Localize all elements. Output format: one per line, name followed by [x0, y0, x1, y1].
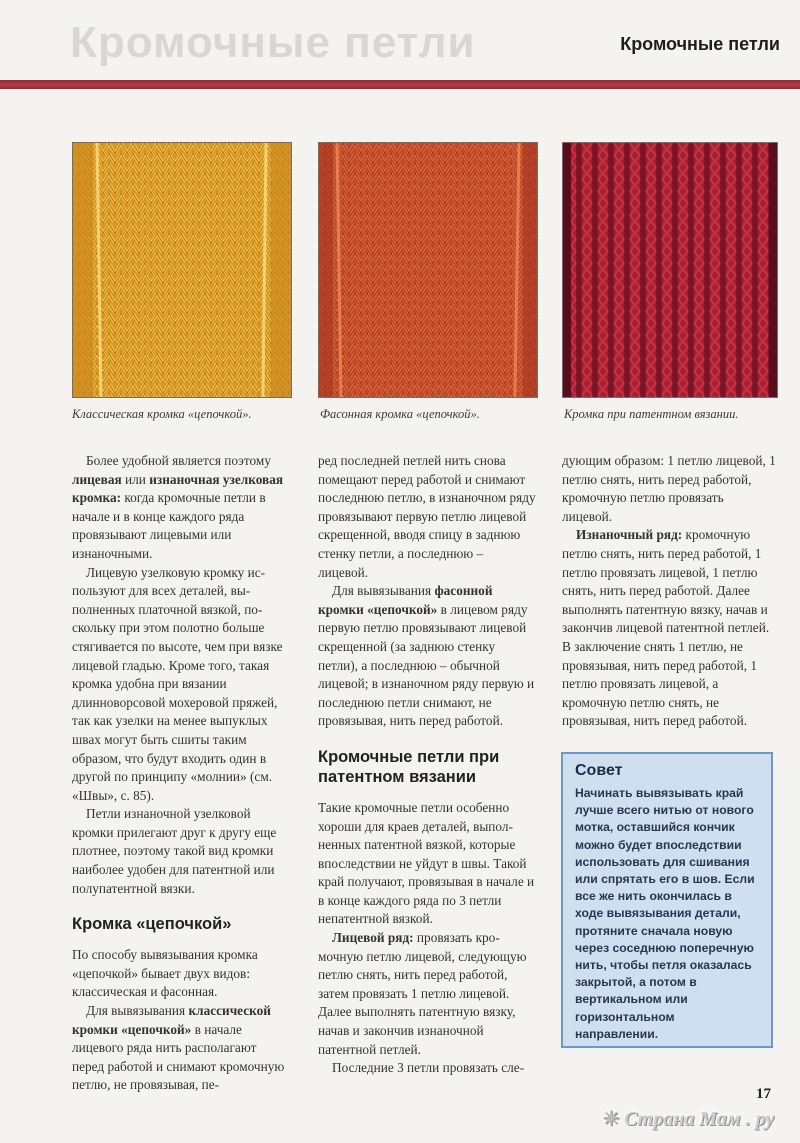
watermark: ☀ Страна Мам . ру [602, 1108, 775, 1130]
paragraph: Для вывязывания классической кромки «цепочкой» в начале лицевого ряда нить располагают перед работой и снимают кромочную петлю, не провязывая, пе- [72, 1003, 285, 1093]
paragraph: По способу вывязывания кромка «цепочкой» бывает двух видов: классическая и фасонная. [72, 947, 258, 1000]
tip-text: Начинать вывязывать край лучше всего нитью от нового мотка, оставшийся кончик можно будет впоследствии использовать для сшивания или спрятать его в шов. Если все же нить окончилась в ходе вывязывания детали, протяните сначала новую через соседнюю поперечную нить, чтобы петля оказалась закрытой, а потом в вертикальном или горизонтальном направлении. [575, 786, 755, 1041]
paragraph: Такие кромочные петли особенно хороши для краев деталей, выполненных патентной вязкой, которые впоследствии не уйдут в швы. Такой край получают, провязывая в начале и в конце каждого ряда по 3 петли непатентной вязкой. [318, 799, 535, 927]
tip-title: Совет [575, 762, 623, 779]
paragraph: ред последней петлей нить снова помещают перед работой и снимают последнюю петлю, в изнаночном ряду провязывают первую петлю лицевой скрещенной, вводя спицу в заднюю стенку петли, а последнюю – лицевой. [318, 453, 536, 580]
sun-logo-icon: ☀ [602, 1108, 620, 1130]
paragraph: Последние 3 петли провязать сле- [332, 1060, 525, 1076]
header-rule [0, 80, 800, 89]
paragraph: Петли изнаночной узелковой кромки прилегают друг к другу еще плотнее, поэтому такой вид кромки наиболее удобен для патентной или полупатентной вязки. [72, 806, 277, 896]
sample-patent-edge-image [562, 142, 778, 398]
sample-caption: Кромка при патентном вязании. [564, 407, 739, 421]
section-heading: Кромочные петли при патентном вязании [318, 747, 500, 786]
page-number: 17 [756, 1086, 771, 1102]
header-background-text: Кромочные петли [70, 18, 476, 67]
paragraph: Лицевую узелковую кромку используют для всех деталей, выполненных платочной вязкой, поскольку при этом полотно больше стягивается по высоте, чем при вязке лицевой гладью. Кроме того, такая кромка удобна при вязании длинноворсовой мохеровой пряжей, так как узелки на менее выпуклых швах могут быть сшиты таким образом, что будут входить один в другой по принципу «молнии» (см. «Швы», с. 85). [72, 564, 283, 803]
text-column-2 [318, 452, 536, 1078]
paragraph: Изнаночный ряд: кромочную петлю снять, нить перед работой, 1 петлю провязать лицевой, 1 петлю снять, нить перед работой. Далее выполнять патентную вязку, начав и закончив лицевой патентной петлей. В заключение снять 1 петлю, не провязывая, нить перед работой, 1 петлю провязать лицевой, а кромочную петлю снять, не провязывая, нить перед работой. [562, 527, 770, 729]
sample-fancy-chain-image [318, 142, 538, 398]
sample-classic-chain-image [72, 142, 292, 398]
paragraph: дующим образом: 1 петлю лицевой, 1 петлю снять, нить перед работой, кромочную петлю провязать лицевой. [562, 453, 776, 524]
paragraph: Лицевой ряд: провязать кромочную петлю лицевой, следующую петлю снять, нить перед работой, затем провязать 1 петлю лицевой. Далее выполнять патентную вязку, начав и закончив изнаночной патентной петлей. [318, 930, 527, 1057]
section-heading: Кромка «цепочкой» [72, 915, 232, 934]
text-column-3 [562, 452, 776, 731]
sample-caption: Классическая кромка «цепочкой». [72, 407, 252, 421]
paragraph: Более удобной является поэтому лицевая или изнаночная узелковая кромка: когда кромочные петли в начале и в конце каждого ряда провязывают лицевыми или изнаночными. [72, 453, 284, 561]
sample-caption: Фасонная кромка «цепочкой». [320, 407, 480, 421]
page-title: Кромочные петли [610, 34, 780, 55]
paragraph: Для вывязывания фасонной кромки «цепочкой» в лицевом ряду первую петлю провязывают лицевой скрещенной (за заднюю стенку петли), а последнюю – обычной лицевой; в изнаночном ряду первую и последнюю петли снимают, не провязывая, нить перед работой. [318, 583, 535, 729]
text-column-1 [72, 452, 290, 1095]
tip-box [561, 752, 773, 1048]
